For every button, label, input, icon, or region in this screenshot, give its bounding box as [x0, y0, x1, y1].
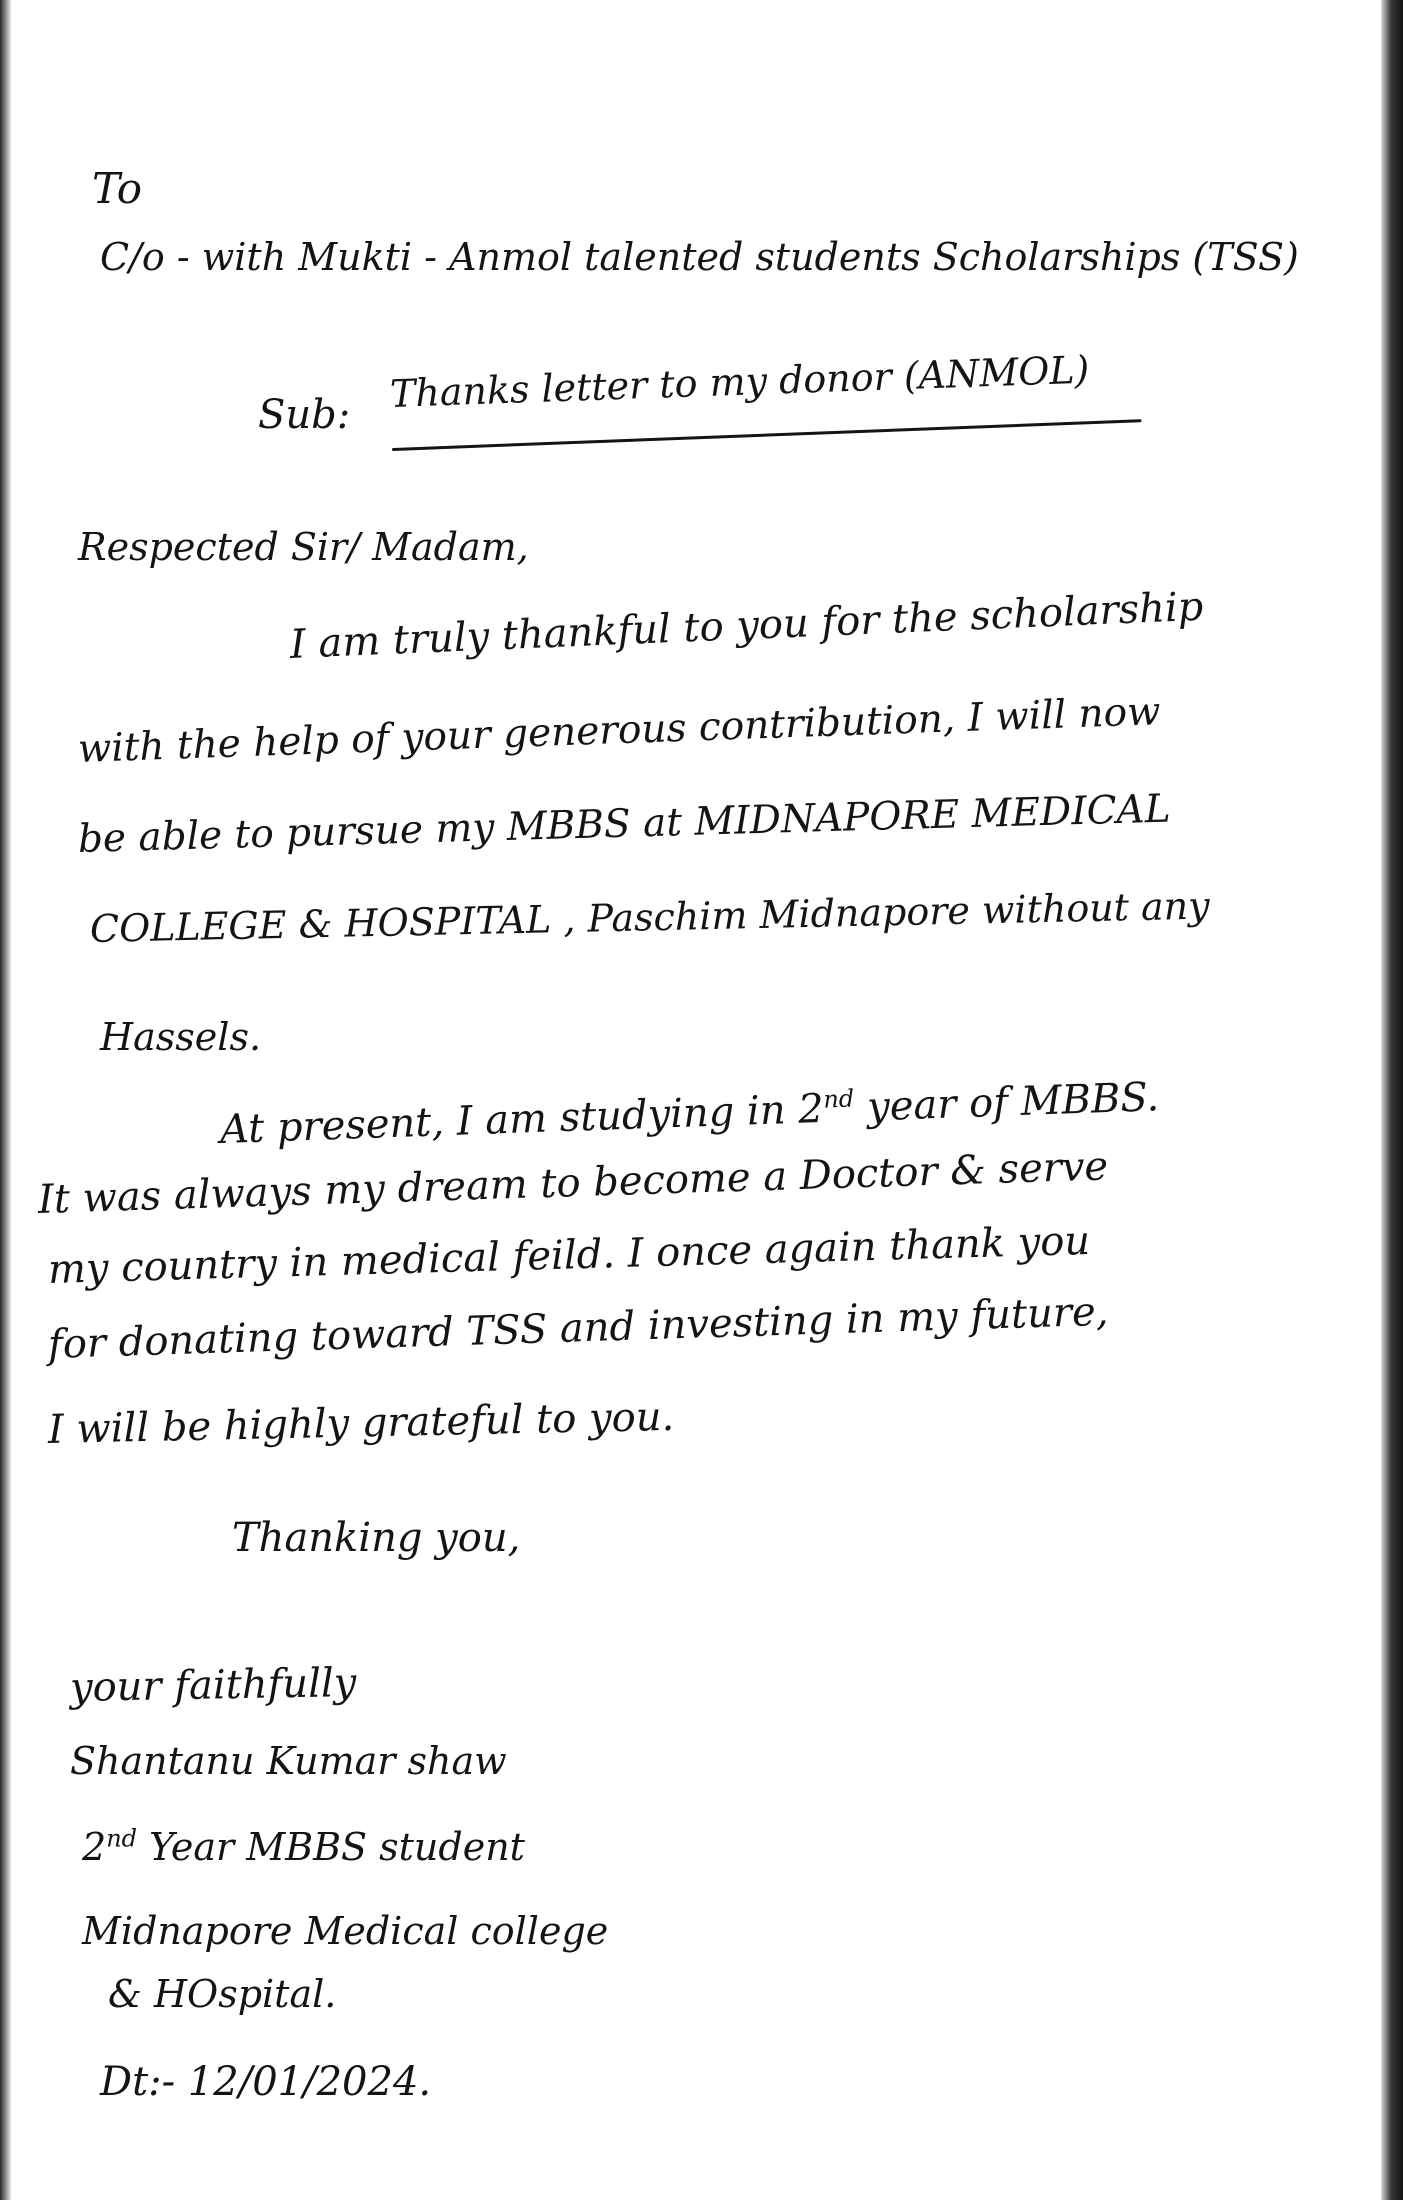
page-edge-left — [0, 0, 12, 2200]
year-ordinal: 2nd — [82, 1824, 138, 1869]
subject-underline — [392, 419, 1142, 451]
addressee-to: To — [92, 164, 143, 213]
year-line-rest: Year MBBS student — [149, 1825, 525, 1869]
present-ordinal: 2nd — [797, 1084, 855, 1133]
body-line-7: It was always my dream to become a Doctor & serve — [37, 1143, 1109, 1223]
signoff: your faithfully — [69, 1660, 357, 1711]
body-line-4: COLLEGE & HOSPITAL , Paschim Midnapore without any — [89, 883, 1211, 951]
present-line-text: At present, I am studying in — [219, 1087, 787, 1153]
subject-prefix: Sub: — [258, 392, 351, 438]
body-line-6 — [219, 1074, 1160, 1153]
sender-year — [82, 1824, 525, 1869]
care-of-line: C/o - with Mukti - Anmol talented students Scholarships (TSS) — [100, 235, 1299, 279]
body-line-9: for donating toward TSS and investing in my future, — [47, 1288, 1110, 1368]
letter-date: Dt:- 12/01/2024. — [100, 2059, 432, 2105]
college-line-2: & HOspital. — [108, 1972, 337, 2016]
body-line-5: Hassels. — [100, 1015, 262, 1059]
body-line-10: I will be highly grateful to you. — [47, 1393, 675, 1453]
sender-name: Shantanu Kumar shaw — [70, 1739, 507, 1783]
body-line-1: I am truly thankful to you for the scholarship — [289, 583, 1205, 668]
subject-text: Thanks letter to my donor (ANMOL) — [389, 347, 1091, 416]
page-edge-right — [1381, 0, 1403, 2200]
salutation: Respected Sir/ Madam, — [78, 525, 529, 569]
present-line-rest: year of MBBS. — [866, 1074, 1160, 1131]
body-line-3: be able to pursue my MBBS at MIDNAPORE MEDICAL — [77, 786, 1172, 862]
body-line-8: my country in medical feild. I once again thank you — [47, 1217, 1091, 1293]
body-line-2: with the help of your generous contribution, I will now — [77, 689, 1162, 772]
closing: Thanking you, — [232, 1515, 521, 1561]
college-line-1: Midnapore Medical college — [82, 1909, 609, 1953]
